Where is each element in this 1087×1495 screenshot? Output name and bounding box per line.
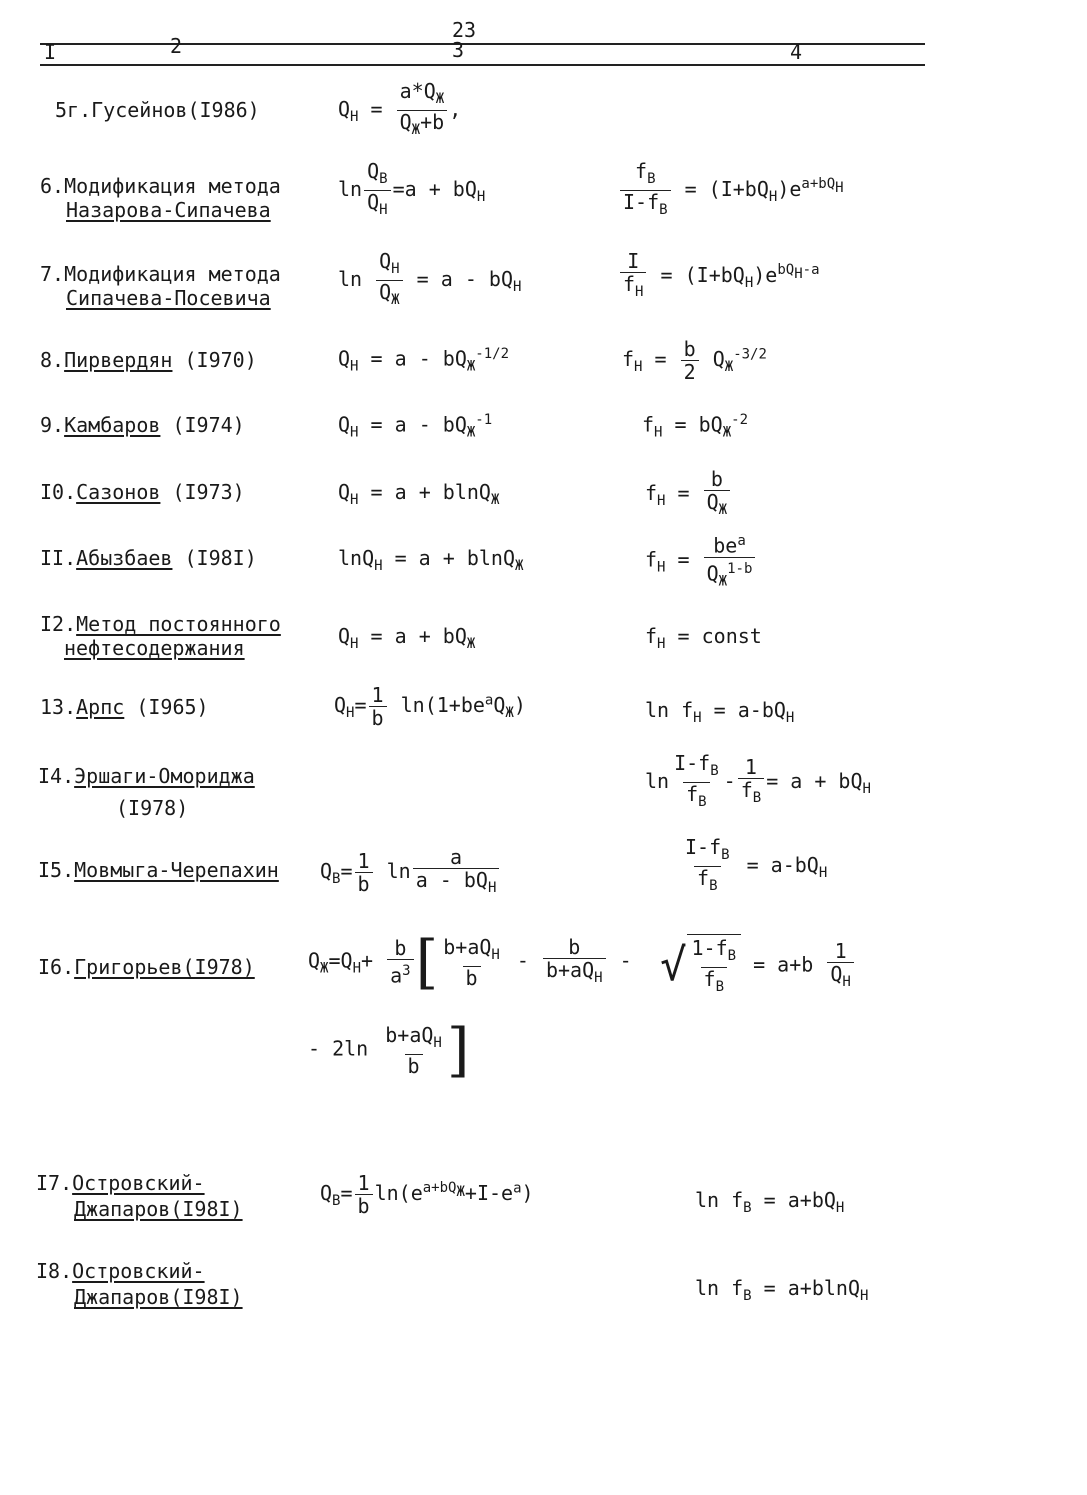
row-10-number: I0. [40,480,77,504]
header-col-1: I [44,40,57,64]
row-5-label: Гусейнов(I986) [91,98,260,122]
row-12-label-1: Метод постоянного [76,612,281,636]
row-15-formula-4: $\frac{I-f_В}{f_В}$ = $a-bQ_Н$ [680,836,827,897]
row-14-year: (I978) [116,796,189,820]
row-17-number: I7. [36,1171,73,1195]
row-10-formula-3: $Q_Н = a + blnQ_Ж$ [338,480,500,508]
row-5-formula-3: $Q_Н$ = $\frac{a*Q_Ж}{Q_Ж+b}$ , [338,80,461,141]
row-17-formula-4: $\ln f_В = a+bQ_Н$ [695,1188,845,1216]
row-11-number: II. [40,546,77,570]
header-col-2: 2 [170,34,183,58]
row-16-formula-4: √ $\frac{1-f_В}{f_В}$ = a+b $\frac{1}{Q_Н}$ [660,934,856,998]
row-16-label: Григорьев(I978) [74,955,255,979]
row-6-label-1: Модификация метода [64,174,281,198]
row-9-year: (I974) [172,413,245,437]
row-11-name [40,546,257,570]
row-10-formula-4: $f_Н$ = $\frac{b}{Q_Ж}$ [645,468,732,521]
row-9-name [40,413,245,437]
row-17-name [36,1170,243,1222]
row-12-name [40,612,281,660]
row-18-formula-4: $\ln f_В = a+blnQ_Н$ [695,1276,869,1304]
row-5-number: 5г. [55,98,92,122]
page-number: 23 [452,18,477,42]
row-18-label-2: Джапаров(I98I) [74,1285,243,1309]
row-10-name [40,480,245,504]
row-17-formula-3: $Q_В=$ $\frac{1}{b}$ $\ln(e^{a+bQ_Ж}+I-e^a)$ [320,1171,534,1218]
row-10-year: (I973) [172,480,245,504]
header-col-3: 3 [452,38,465,62]
row-18-label-1: Островский- [72,1259,205,1283]
row-16-number: I6. [38,955,75,979]
row-6-label-2: Назарова-Сипачева [66,198,271,222]
row-15-label: Мовмыга-Черепахин [74,858,279,882]
row-8-formula-4: $f_Н$ = $\frac{b}{2}$ $Q_Ж^{-3/2}$ [622,337,767,384]
row-14-label: Эршаги-Омориджа [74,764,255,788]
row-6-number: 6. [40,174,65,198]
row-8-label: Пирвердян [64,348,173,372]
row-17-label-2: Джапаров(I98I) [74,1197,243,1221]
row-6-formula-3: ln $\frac{Q_В}{Q_Н}$ $=a + bQ_Н$ [338,160,485,221]
row-7-number: 7. [40,262,65,286]
row-16-formula-3-line-1: $Q_Ж=Q_Н+$ $\frac{b}{a^3}$ [ $\frac{b+aQ_Н}{b}$ - $\frac{b}{b+aQ_Н}$ - [308,928,632,996]
row-12-formula-3: $Q_Н = a + bQ_Ж$ [338,624,476,652]
row-7-formula-4: $\frac{I}{f_Н}$ = $(I+bQ_Н)e^{bQ_Н-a}$ [618,250,820,303]
row-8-number: 8. [40,348,65,372]
row-9-label: Камбаров [64,413,161,437]
row-15-formula-3: $Q_В=$ $\frac{1}{b}$ ln $\frac{a}{a - bQ_Н}$ [320,846,501,899]
row-14-formula-4: ln $\frac{I-f_В}{f_В}$ - $\frac{1}{f_В}$ = $a + bQ_Н$ [645,752,871,813]
row-11-formula-4: $f_Н$ = $\frac{be^a}{Q_Ж^{1-b}}$ [645,530,757,592]
row-6-formula-4: $\frac{f_В}{I-f_В}$ = $(I+bQ_Н)e^{a+bQ_Н}$ [618,160,844,221]
row-9-number: 9. [40,413,65,437]
row-11-formula-3: lnQ$_Н$ = a + blnQ$_Ж$ [338,546,524,574]
row-15-number: I5. [38,858,75,882]
row-13-label: Арпс [76,695,125,719]
row-15-name [38,858,279,882]
row-9-formula-3: $Q_Н = a - bQ_Ж^{-1}$ [338,412,493,441]
row-12-formula-4: $f_Н$ = const [645,624,762,652]
row-11-year: (I98I) [184,546,257,570]
row-13-formula-3: $Q_Н=$ $\frac{1}{b}$ $\ln(1+be^aQ_Ж)$ [334,683,526,730]
row-8-year: (I970) [184,348,257,372]
row-7-formula-3: ln $\frac{Q_Н}{Q_Ж}$ = a - $bQ_Н$ [338,250,521,311]
row-13-number: 13. [40,695,77,719]
row-16-name [38,955,255,979]
row-18-number: I8. [36,1259,73,1283]
row-5-name [55,98,260,122]
row-10-label: Сазонов [76,480,161,504]
row-12-label-2: нефтесодержания [64,636,245,660]
row-12-number: I2. [40,612,77,636]
row-7-name [40,262,281,310]
row-13-formula-4: $\ln f_Н = a-bQ_Н$ [645,698,795,726]
header-col-4: 4 [790,40,803,64]
row-14-name [38,760,255,824]
row-7-label-1: Модификация метода [64,262,281,286]
row-9-formula-4: $f_Н = bQ_Ж^{-2}$ [642,412,748,441]
row-13-name [40,695,209,719]
header-rule-bottom [40,64,925,66]
row-17-label-1: Островский- [72,1171,205,1195]
row-6-name [40,174,281,222]
row-13-year: (I965) [136,695,209,719]
row-7-label-2: Сипачева-Посевича [66,286,271,310]
row-8-formula-3: $Q_Н = a - bQ_Ж^{-1/2}$ [338,346,510,375]
row-8-name [40,348,257,372]
row-11-label: Абызбаев [76,546,173,570]
row-14-number: I4. [38,764,75,788]
row-18-name [36,1258,243,1310]
row-16-formula-3-line-2: - 2ln $\frac{b+aQ_Н}{b}$ ] [308,1016,470,1084]
